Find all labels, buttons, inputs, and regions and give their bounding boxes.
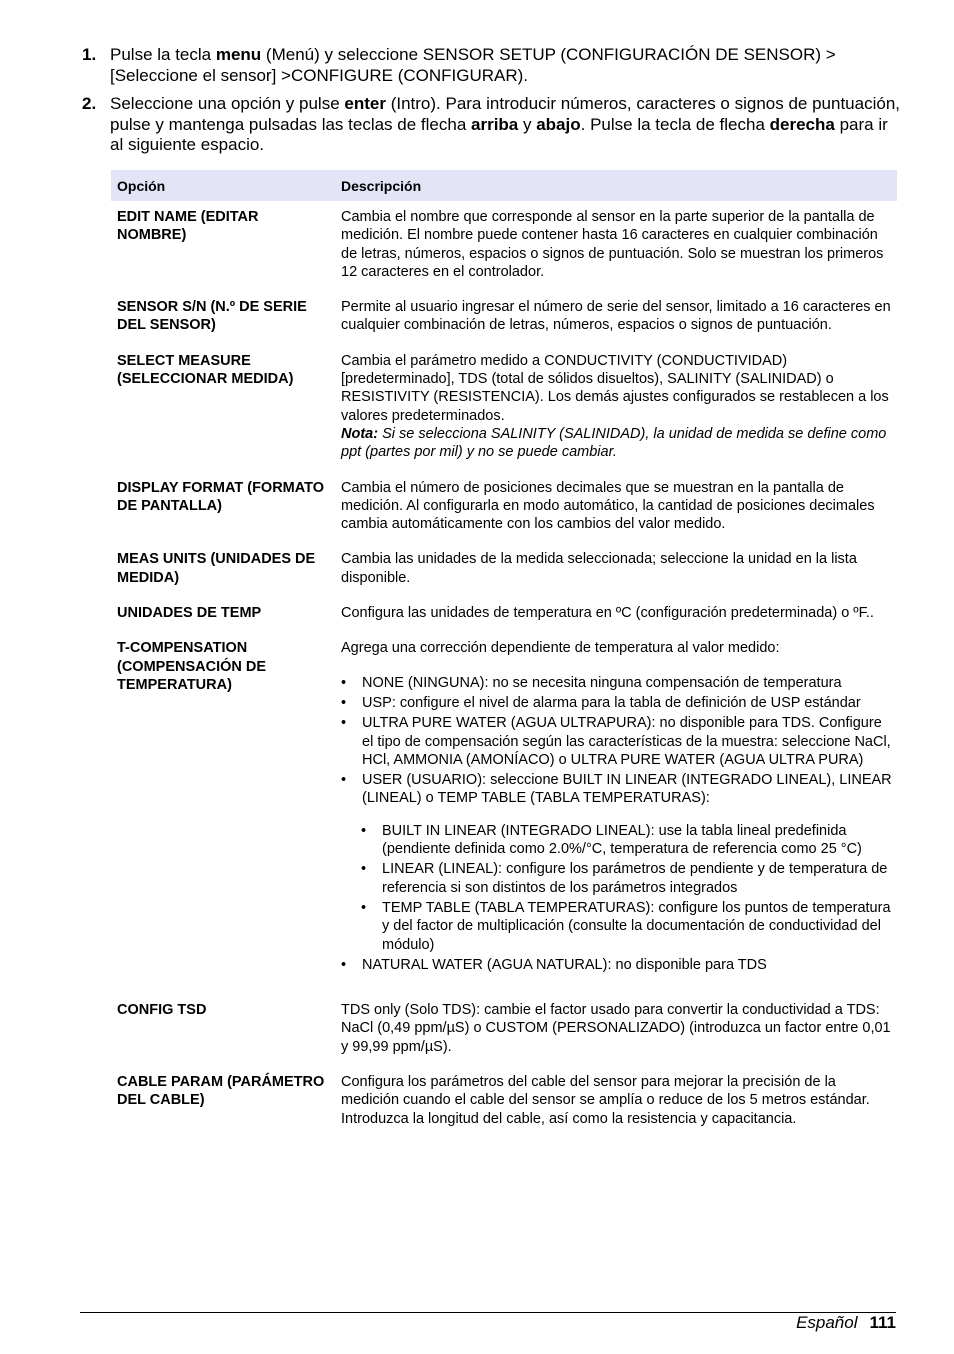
note-label: Nota: (341, 425, 379, 442)
page-number: 111 (869, 1313, 896, 1332)
table-row (111, 292, 897, 346)
list-item: • LINEAR (LINEAL): configure los parámetros de pendiente y de temperatura de referencia si son distintos de los parámetros integrados (361, 860, 893, 897)
options-table (111, 170, 897, 1139)
header-option: Opción (117, 177, 166, 194)
option-description (329, 639, 897, 976)
list-item: • USP: configure el nivel de alarma para la tabla de definición de USP estándar (341, 694, 893, 712)
step-1 (80, 45, 900, 86)
step-text: para ir al siguiente espacio. (110, 114, 888, 154)
option-name: CABLE PARAM (PARÁMETRO DEL CABLE) (117, 1073, 325, 1109)
key-menu: menu (215, 45, 262, 64)
option-name: T-COMPENSATION (COMPENSACIÓN DE TEMPERATURA) (117, 640, 267, 693)
step-text: Seleccione una opción y pulse (110, 94, 345, 113)
user-sub-list (361, 822, 893, 954)
table-row (111, 598, 897, 633)
option-description: Permite al usuario ingresar el número de serie del sensor, limitado a 16 caracteres en cualquier combinación de letras, números, espacios o signos de puntuación. (341, 299, 891, 334)
header-description: Descripción (341, 177, 422, 194)
table-row (111, 1067, 897, 1139)
step-text: (Menú) y seleccione SENSOR SETUP (CONFIGURACIÓN DE SENSOR) > [Seleccione el sensor] >CONFIGURE (CONFIGURAR). (110, 45, 836, 85)
option-description (329, 352, 897, 462)
list-item: • TEMP TABLE (TABLA TEMPERATURAS): configure los puntos de temperatura y del factor de multiplicación (consulte la documentación de conductividad del módulo) (361, 899, 893, 954)
note-text: Si se selecciona SALINITY (SALINIDAD), la unidad de medida se define como ppt (partes por mil) y no se puede cambiar. (341, 425, 887, 461)
table-header (111, 170, 897, 201)
option-name: CONFIG TSD (117, 1002, 207, 1019)
compensation-list-end (341, 956, 893, 974)
key-enter: enter (344, 94, 386, 113)
table-row (111, 633, 897, 987)
footer-language: Español (796, 1313, 858, 1332)
footer-divider (80, 1312, 896, 1313)
step-text: (Intro). Para introducir números, caracteres o signos de puntuación, pulse y mantenga pulsadas las teclas de flecha (110, 94, 901, 134)
table-row (111, 201, 897, 292)
option-name: MEAS UNITS (UNIDADES DE MEDIDA) (117, 551, 316, 586)
option-description: Configura las unidades de temperatura en ºC (configuración predeterminada) o ºF.. (341, 605, 874, 622)
option-description: Cambia el nombre que corresponde al sensor en la parte superior de la pantalla de medición. El nombre puede contener hasta 16 caracteres en cualquier combinación de letras, números, espacios o signos de puntuación. Solo se muestran los primeros 12 caracteres en el controlador. (341, 209, 884, 280)
list-item: • NATURAL WATER (AGUA NATURAL): no disponible para TDS (341, 956, 893, 974)
instruction-steps (80, 45, 900, 164)
list-item: • ULTRA PURE WATER (AGUA ULTRAPURA): no disponible para TDS. Configure el tipo de compensación según las características de la muestra: seleccione NaCl, HCl, AMMONIA (AMONÍACO) o ULTRA PURE WATER (AGUA ULTRA PURA) (341, 714, 893, 769)
key-up: arriba (471, 114, 519, 134)
key-right: derecha (769, 114, 835, 134)
option-description: Cambia el número de posiciones decimales que se muestran en la pantalla de medición. Al configurarla en modo automático, la cantidad de posiciones decimales cambia automáticamente con los cambios del valor medido. (341, 479, 875, 533)
step-text: y (518, 114, 537, 134)
description-text: Agrega una corrección dependiente de temperatura al valor medido: (341, 640, 780, 657)
step-text: Pulse la tecla (110, 45, 216, 64)
table-row (111, 473, 897, 545)
step-text: . Pulse la tecla de flecha (580, 114, 770, 134)
step-number: 1. (82, 45, 97, 64)
compensation-list (341, 674, 893, 808)
option-name: SELECT MEASURE (SELECCIONAR MEDIDA) (117, 352, 294, 388)
list-item: • NONE (NINGUNA): no se necesita ninguna compensación de temperatura (341, 674, 893, 692)
key-down: abajo (536, 114, 581, 134)
option-name: DISPLAY FORMAT (FORMATO DE PANTALLA) (117, 479, 325, 514)
option-description: Cambia las unidades de la medida seleccionada; seleccione la unidad en la lista disponible. (341, 551, 857, 586)
option-name: SENSOR S/N (N.º DE SERIE DEL SENSOR) (117, 299, 307, 334)
option-name: EDIT NAME (EDITAR NOMBRE) (117, 209, 259, 244)
option-description: Configura los parámetros del cable del sensor para mejorar la precisión de la medición cuando el cable del sensor se amplía o reduce de los 5 metros estándar. Introduzca la longitud del cable, así como la resistencia y capacitancia. (341, 1073, 870, 1127)
table-row (111, 544, 897, 598)
option-description: TDS only (Solo TDS): cambie el factor usado para convertir la conductividad a TDS: NaCl (0,49 ppm/µS) o CUSTOM (PERSONALIZADO) (introduzca un factor entre 0,01 y 99,99 ppm/µS). (341, 1002, 891, 1055)
table-row (111, 987, 897, 1067)
table-row (111, 346, 897, 473)
list-item: • BUILT IN LINEAR (INTEGRADO LINEAL): use la tabla lineal predefinida (pendiente definida como 2.0%/°C, temperatura de referencia como 25 °C) (361, 822, 893, 859)
description-text: Cambia el parámetro medido a CONDUCTIVITY (CONDUCTIVIDAD) [predeterminado], TDS (total de sólidos disueltos), SALINITY (SALINIDAD) o RESISTIVITY (RESISTENCIA). Los demás ajustes configurados se restablecen a los valores predeterminados. (341, 352, 889, 424)
option-name: UNIDADES DE TEMP (117, 605, 262, 622)
step-2 (80, 94, 900, 156)
page-footer (796, 1313, 896, 1333)
list-item: • USER (USUARIO): seleccione BUILT IN LINEAR (INTEGRADO LINEAL), LINEAR (LINEAL) o TEMP TABLE (TABLA TEMPERATURAS): (341, 771, 893, 808)
step-number: 2. (82, 94, 97, 113)
